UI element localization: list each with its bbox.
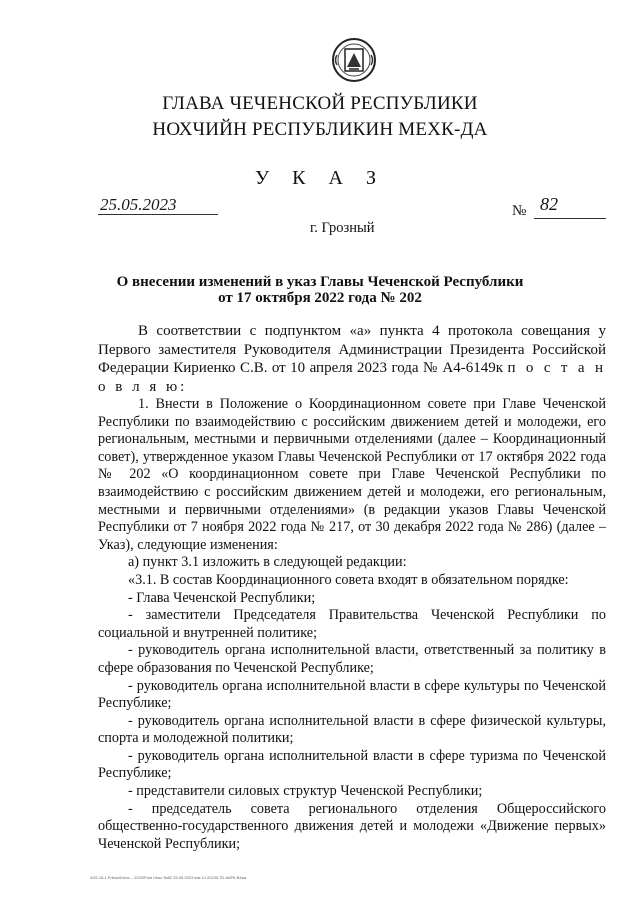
decree-number-label: № [512,203,527,219]
clause-3-1: «3.1. В состав Координационного совета входят в обязательном порядке: [128,571,569,588]
number-underline [534,218,606,219]
decree-body [98,322,606,853]
list-item: - представители силовых структур Чеченской Республики; [128,783,483,800]
header-line-1: ГЛАВА ЧЕЧЕНСКОЙ РЕСПУБЛИКИ [162,93,478,114]
intro-text: В соответствии с подпунктом «а» пункта 4 протокола совещания у Первого заместителя Руководителя Администрации Президента Российской Федерации Кириенко С.В. от 10 апреля 2023 года № А4-6149к [98,323,606,376]
list-item: - председатель совета регионального отделения Общероссийского общественно-государственного движения детей и молодежи «Движение первых» Чеченской Республики; [98,800,606,852]
decree-number: 82 [540,194,558,214]
sub-item-a: а) пункт 3.1 изложить в следующей редакции: [128,554,407,571]
chechen-republic-emblem-icon [331,35,377,85]
list-item: - руководитель органа исполнительной власти в сфере физической культуры, спорта и молодежной политики; [98,712,606,747]
list-item: - Глава Чеченской Республики; [128,589,316,606]
subject-line-2: от 17 октября 2022 года № 202 [218,290,422,306]
decree-city: г. Грозный [310,220,375,236]
list-item: - руководитель органа исполнительной власти в сфере культуры по Чеченской Республике; [98,677,606,712]
paragraph-1: 1. Внести в Положение о Координационном совете при Главе Чеченской Республики по взаимодействию с российским движением детей и молодежи, его региональным, местными и первичными отделениями (далее – Координационный совет), утвержденное указом Главы Чеченской Республики от 17 октября 2022 года № 202 «О координационном совете при Главе Чеченской Республики по взаимодействию с российским движением детей и молодежи, его региональным, местными и первичными отделениями» (в редакции указов Главы Чеченской Республики от 7 ноября 2022 года № 217, от 30 декабря 2022 года № 286) (далее – Указ), следующие изменения: [98,396,606,553]
decree-date: 25.05.2023 [100,195,177,214]
intro-verb: п о с т а н о в л я ю: [98,360,606,395]
header-line-2: НОХЧИЙН РЕСПУБЛИКИН МЕХК-ДА [152,119,488,140]
list-item: - руководитель органа исполнительной власти в сфере туризма по Чеченской Республике; [98,747,606,782]
intro-paragraph [98,322,606,396]
list-item: - руководитель органа исполнительной власти, ответственный за политику в сфере образования по Чеченской Республике; [98,642,606,676]
footer-file-stamp: 4/22.16.1.Prikazl2/doc – 2023/Post Ukaz №82 25.05.2023 в/м 14.2023/LTD-8AP8-В4аа [90,875,247,880]
list-item: - заместители Председателя Правительства Чеченской Республики по социальной и внутренней политике; [98,607,606,641]
decree-subject [0,274,640,306]
decree-title: У К А З [255,167,385,189]
emblem [331,35,377,85]
subject-line-1: О внесении изменений в указ Главы Чеченской Республики [116,274,524,290]
date-underline [98,214,218,215]
